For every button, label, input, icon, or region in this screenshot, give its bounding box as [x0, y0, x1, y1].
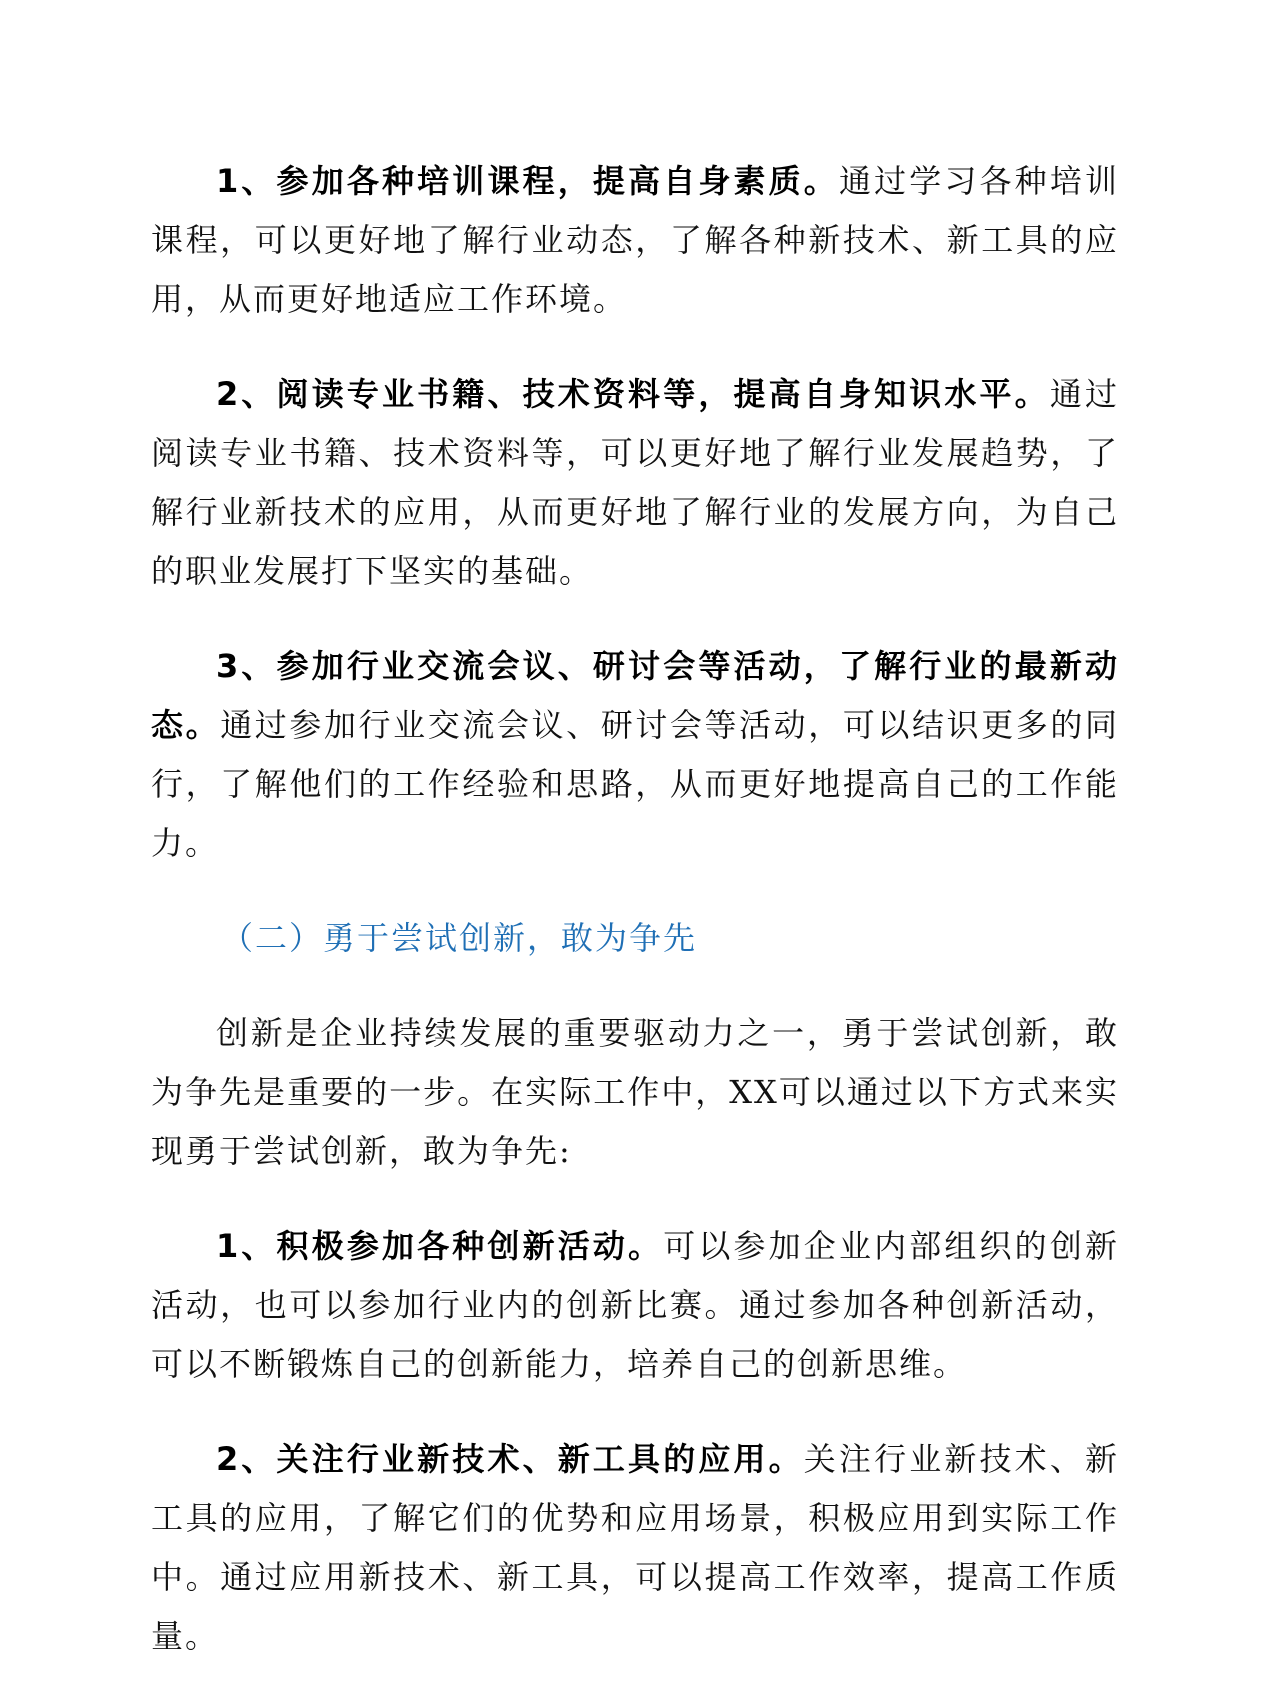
- document-body: [151, 152, 1119, 1702]
- item-body: 通过学习各种培训课程，可以更好地了解行业动态，了解各种新技术、新工具的应用，从而更好地适应工作环境。: [151, 162, 1119, 318]
- item-lead: 1、参加各种培训课程，提高自身素质。: [216, 162, 839, 200]
- item-lead: 3、参加行业交流会议、研讨会等活动，了解行业的最新动态。: [151, 647, 1119, 744]
- list-item-new-technology: [151, 1430, 1119, 1666]
- list-item-innovation-activities: [151, 1217, 1119, 1394]
- item-lead: 2、阅读专业书籍、技术资料等，提高自身知识水平。: [216, 375, 1050, 413]
- list-item-conferences: [151, 637, 1119, 873]
- item-body: 通过参加行业交流会议、研讨会等活动，可以结识更多的同行，了解他们的工作经验和思路，从而更好地提高自己的工作能力。: [151, 706, 1119, 862]
- item-lead: 2、关注行业新技术、新工具的应用。: [216, 1440, 804, 1478]
- item-body: 通过阅读专业书籍、技术资料等，可以更好地了解行业发展趋势，了解行业新技术的应用，从而更好地了解行业的发展方向，为自己的职业发展打下坚实的基础。: [151, 375, 1119, 590]
- item-body: 关注行业新技术、新工具的应用，了解它们的优势和应用场景，积极应用到实际工作中。通过应用新技术、新工具，可以提高工作效率，提高工作质量。: [151, 1440, 1119, 1655]
- list-item-training: [151, 152, 1119, 329]
- item-lead: 1、积极参加各种创新活动。: [216, 1227, 664, 1265]
- item-body: 可以参加企业内部组织的创新活动，也可以参加行业内的创新比赛。通过参加各种创新活动，可以不断锻炼自己的创新能力，培养自己的创新思维。: [151, 1227, 1119, 1383]
- intro-paragraph: 创新是企业持续发展的重要驱动力之一，勇于尝试创新，敢为争先是重要的一步。在实际工作中，XX可以通过以下方式来实现勇于尝试创新，敢为争先:: [151, 1014, 1119, 1170]
- section-heading: （二）勇于尝试创新，敢为争先: [221, 919, 698, 957]
- list-item-reading: [151, 365, 1119, 601]
